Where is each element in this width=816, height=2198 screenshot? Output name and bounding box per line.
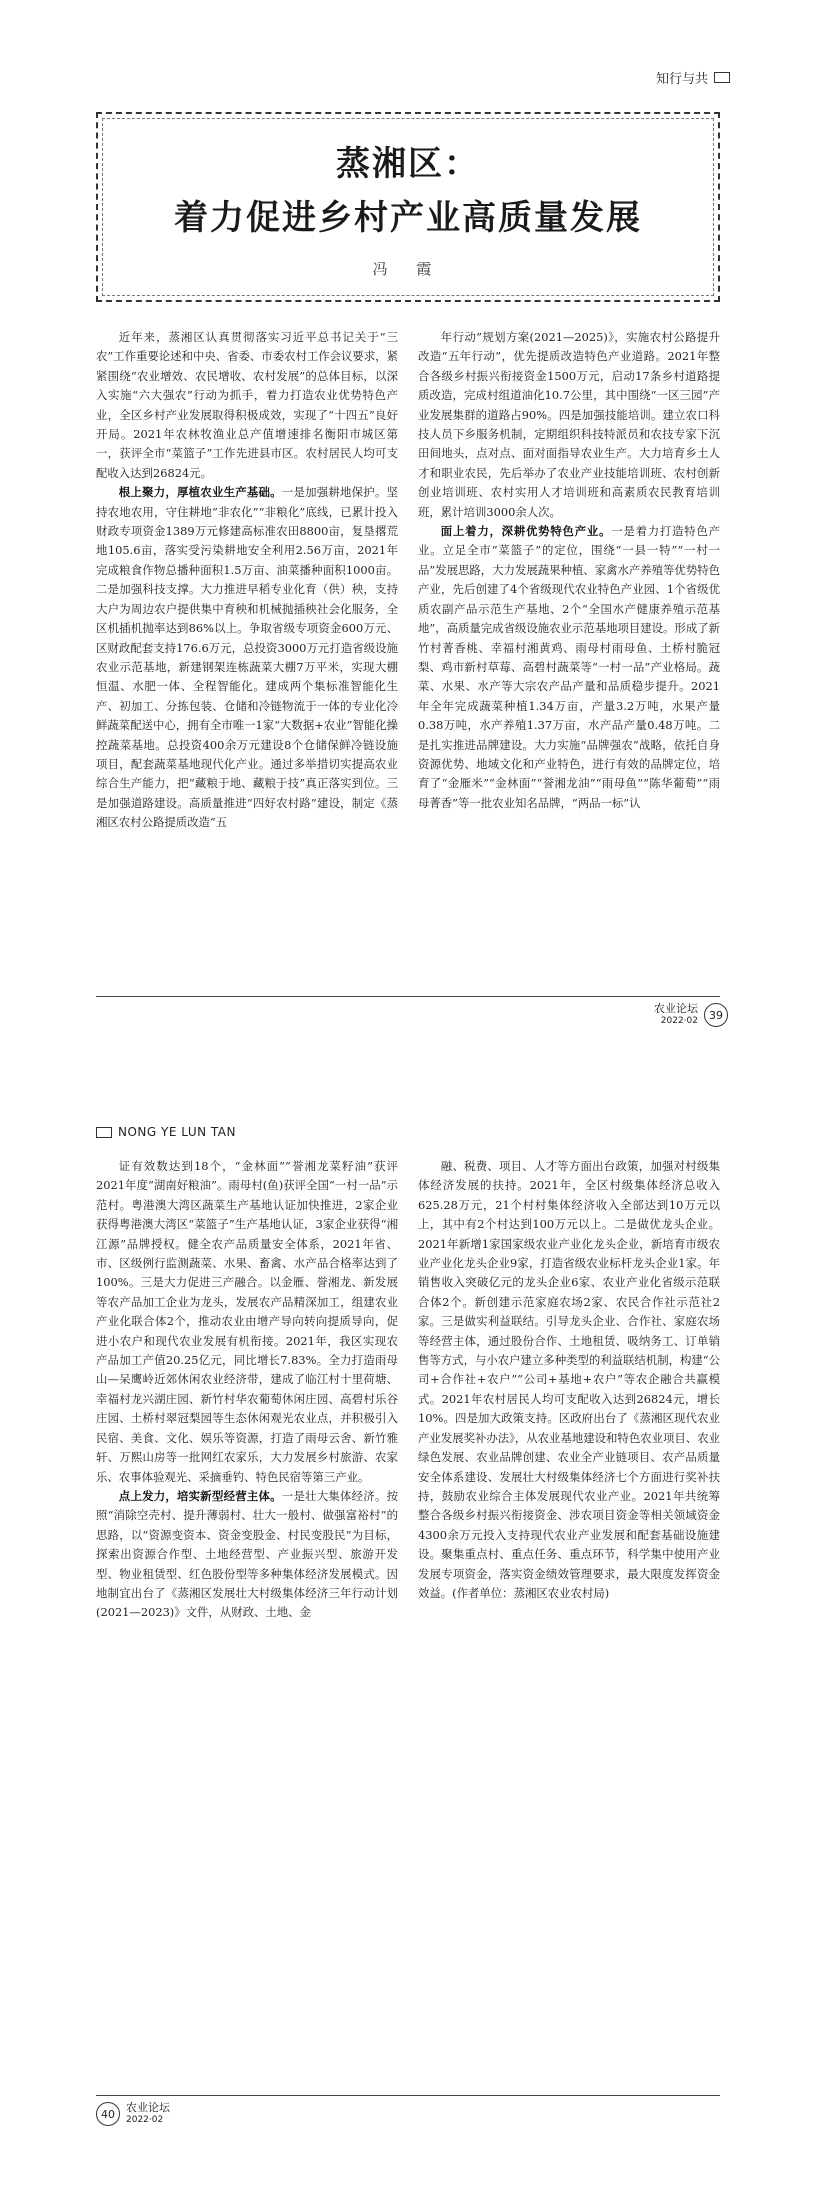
footer-issue: 2022·02 (660, 1016, 698, 1026)
footer-rule (96, 2095, 720, 2096)
section-tag-label: 知行与共 (655, 72, 708, 87)
paragraph (96, 1157, 398, 1487)
paragraph (96, 328, 398, 483)
page2-right-column (418, 1157, 720, 1997)
page1-footer (654, 1002, 728, 1028)
footer-issue: 2022·02 (126, 2115, 164, 2125)
footer-magazine-name: 农业论坛 (126, 2101, 170, 2114)
article-title-line2: 着力促进乡村产业高质量发展 (174, 198, 642, 238)
footer-magazine-name: 农业论坛 (654, 1002, 698, 1015)
header-box-icon (96, 1127, 112, 1138)
paragraph (418, 328, 720, 522)
article-author: 冯 霞 (372, 260, 444, 278)
paragraph-heading: 点上发力，培实新型经营主体。 (118, 1488, 282, 1503)
page1-left-column (96, 328, 398, 968)
paragraph-text: 一是着力打造特色产业。立足全市“菜篮子”的定位，围绕“一县一特”“一村一品”发展思路，大力发展蔬果种植、家禽水产养殖等优势特色产业，先后创建了4个省级现代农业特色产业园、1个省级优质农副产品示范生产基地、2个“全国水产健康养殖示范基地”，高质量完成省级设施农业示范基地项目建设。形成了新竹村菁香桃、幸福村湘黄鸡、雨母村雨母鱼、土桥村脆冠梨、鸡市新村草莓、高碧村蔬菜等“一村一品”产业格局。蔬菜、水果、水产等大宗农产品产量和品质稳步提升。2021年全年完成蔬菜种植1.34万亩，产量3.2万吨，水果产量0.38万吨，水产养殖1.37万亩，水产品产量0.48万吨。二是扎实推进品牌建设。大力实施“品牌强农”战略，依托自身资源优势、地域文化和产业特色，进行有效的品牌定位，培育了“金雁米”“金林面”“誉湘龙油”“雨母鱼”“陈华葡萄”“雨母菁香”等一批农业知名品牌，“两品一标”认 (418, 524, 720, 810)
article-title-line1: 蒸湘区： (336, 144, 480, 184)
section-tag (656, 68, 730, 87)
paragraph-text: 一是壮大集体经济。按照“消除空壳村、提升薄弱村、壮大一般村、做强富裕村”的思路，以“资源变资本、资金变股金、村民变股民”为目标，探索出资源合作型、土地经营型、产业振兴型、旅游开发型、物业租赁型、红色股份型等多种集体经济发展模式。因地制宜出台了《蒸湘区发展壮大村级集体经济三年行动计划(2021—2023)》文件，从财政、土地、金 (96, 1488, 398, 1620)
paragraph (96, 483, 398, 832)
footer-magazine-info (126, 2101, 170, 2127)
page-number: 40 (96, 2102, 120, 2126)
paragraph-text: 年行动”规划方案(2021—2025)》，实施农村公路提升改造“五年行动”，优先提质改造特色产业道路。2021年整合各级乡村振兴衔接资金1500万元，启动17条乡村道路提质改造，完成村组道油化10.7公里，其中围绕“一区三园”产业发展集群的道路占90%。四是加强技能培训。建立农口科技人员下乡服务机制，定期组织科技特派员和农技专家下沉田间地头，点对点、面对面指导农业生产。大力培育乡土人才和职业农民，先后举办了农业产业技能培训班、农村创新创业培训班、农村实用人才培训班和高素质农民教育培训班，累计培训3000余人次。 (418, 330, 720, 519)
footer-rule (96, 996, 720, 997)
header-label: NONG YE LUN TAN (118, 1125, 236, 1139)
page-40 (0, 1099, 816, 2198)
footer-magazine-info (654, 1002, 698, 1028)
section-tag-box-icon (714, 72, 730, 83)
paragraph-text: 证有效数达到18个，“金林面”“誉湘龙菜籽油”获评2021年度“湖南好粮油”。雨母村(鱼)获评全国“一村一品”示范村。粤港澳大湾区蔬菜生产基地认证加快推进，2家企业获得粤港澳大湾区“菜篮子”生产基地认证，3家企业获得“湘江源”品牌授权。健全农产品质量安全体系，2021年省、市、区级例行监测蔬菜、水果、畜禽、水产品合格率达到了100%。三是大力促进三产融合。以金雁、誉湘龙、新发展等农产品加工企业为龙头，发展农产品精深加工，组建农业产业化联合体2个，推动农业由增产导向转向提质导向，促进小农户和现代农业发展有机衔接。2021年，我区实现农产品加工产值20.25亿元，同比增长7.83%。全力打造雨母山—呆鹰岭近郊休闲农业经济带，建成了临江村十里荷塘、幸福村龙兴湖庄园、新竹村华农葡萄休闲庄园、高碧村乐谷庄园、土桥村翠冠梨园等生态休闲观光农业点，并积极引入民宿、美食、文化、娱乐等资源，打造了雨母云舍、新竹雅轩、万熙山房等一批网红农家乐，大力发展乡村旅游、农家乐、农事体验观光、采摘垂钓、特色民宿等第三产业。 (96, 1159, 398, 1484)
paragraph-text: 一是加强耕地保护。坚持农地农用，守住耕地“非农化”“非粮化”底线，已累计投入财政专项资金1389万元修建高标准农田8800亩，复垦撂荒地105.6亩，落实受污染耕地安全利用2.56万亩，2021年完成粮食作物总播种面积1.5万亩、油菜播种面积1000亩。二是加强科技支撑。大力推进早稻专业化育（供）秧，支持大户为周边农户提供集中育秧和机械抛插秧社会化服务，全区机插机抛率达到86%以上。争取省级专项资金600万元、区财政配套支持176.6万元，总投资3000万元打造省级设施农业示范基地，新建钢架连栋蔬菜大棚7万平米，实现大棚恒温、水肥一体、全程智能化。建成两个集标准智能化生产、初加工、分拣包装、仓储和冷链物流于一体的专业化冷鲜蔬菜配送中心，拥有全市唯一1家“大数据+农业”智能化操控蔬菜基地。总投资400余万元建设8个仓储保鲜冷链设施项目，配套蔬菜基地现代化产业。通过多举措切实提高农业综合生产能力，把“藏粮于地、藏粮于技”真正落实到位。三是加强道路建设。高质量推进“四好农村路”建设，制定《蒸湘区农村公路提质改造“五 (96, 485, 398, 830)
title-frame (96, 112, 720, 302)
page2-left-column (96, 1157, 398, 1997)
page-number: 39 (704, 1003, 728, 1027)
paragraph (96, 1487, 398, 1623)
page2-header (96, 1125, 236, 1139)
paragraph (418, 1157, 720, 1603)
paragraph-heading: 根上聚力，厚植农业生产基础。 (118, 485, 282, 500)
paragraph-heading: 面上着力，深耕优势特色产业。 (440, 524, 612, 539)
page1-right-column (418, 328, 720, 968)
paragraph (418, 522, 720, 813)
page2-footer (96, 2101, 170, 2127)
paragraph-text: 融、税费、项目、人才等方面出台政策，加强对村级集体经济发展的扶持。2021年，全区村级集体经济总收入625.28万元，21个村村集体经济收入全部达到10万元以上，其中有2个村达到100万元以上。二是做优龙头企业。2021年新增1家国家级农业产业化龙头企业，新培育市级农业产业化龙头企业9家，打造省级农业标杆龙头企业1家。年销售收入突破亿元的龙头企业6家、农业产业化省级示范联合体2个。新创建示范家庭农场2家、农民合作社示范社2家。三是做实利益联结。引导龙头企业、合作社、家庭农场等经营主体，通过股份合作、土地租赁、吸纳务工、订单销售等方式，与小农户建立多种类型的利益联结机制，构建“公司+合作社+农户”“公司+基地+农户”等农企融合共赢模式。2021年农村居民人均可支配收入达到26824元，增长10%。四是加大政策支持。区政府出台了《蒸湘区现代农业产业发展奖补办法》，从农业基地建设和特色农业项目、农业绿色发展、农业品牌创建、农业全产业链项目、农产品质量安全体系建设、发展壮大村级集体经济七个方面进行奖补扶持，鼓励农业综合主体发展现代农业产业。2021年共统筹整合各级乡村振兴衔接资金、涉农项目资金等相关领域资金4300余万元投入支持现代农业产业发展和配套基础设施建设。聚集重点村、重点任务、重点环节，科学集中使用产业发展专项资金，落实资金绩效管理要求，最大限度发挥资金效益。(作者单位：蒸湘区农业农村局) (418, 1159, 720, 1600)
paragraph-text: 近年来，蒸湘区认真贯彻落实习近平总书记关于“三农”工作重要论述和中央、省委、市委农村工作会议要求，紧紧围绕“农业增效、农民增收、农村发展”的总体目标，以深入实施“六大强农”行动为抓手，着力打造农业优势特色产业，全区乡村产业发展取得积极成效，实现了“十四五”良好开局。2021年农林牧渔业总产值增速排名衡阳市城区第一，获评全市“菜篮子”工作先进县市区。农村居民人均可支配收入达到26824元。 (96, 330, 398, 480)
